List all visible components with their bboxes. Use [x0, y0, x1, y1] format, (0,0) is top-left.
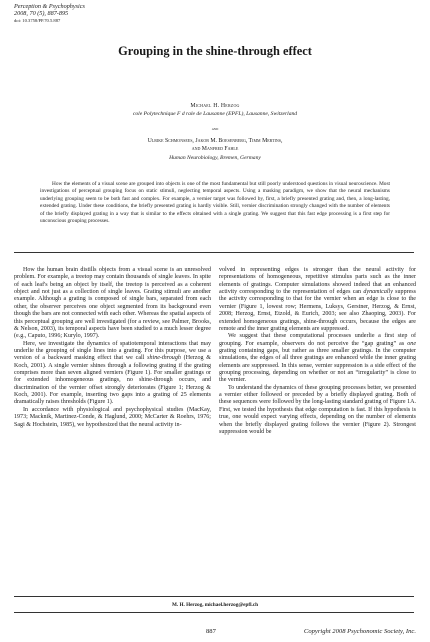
- left-paragraph-1: How the human brain distills objects from a visual scene is an unresolved problem. For example, a treetop may contain thousands of single leaves. In spite of each leaf's being an object by itself, the treetop is perceived as a coherent object and not just as a collection of single leaves. Grating stimuli are another example. Although a grating is composed of single bars, separated from each other, the observer perceives one object segmented from its background even though the bars are not connected with each other. Whereas the spatial aspects of this perceptual grouping are well investigated (for a review, see Palmer, Brooks, & Nelson, 2003), its temporal aspects have been studied to a much lesser degree (e.g., Caputo, 1996; Kurylo, 1997).: [14, 267, 211, 340]
- copyright: Copyright 2008 Psychonomic Society, Inc.: [303, 628, 416, 635]
- affiliation-first: cole Polytechnique F d rale de Lausanne (EPFL), Lausanne, Switzerland: [132, 111, 298, 117]
- left-paragraph-3: In accordance with physiological and psychophysical studies (MacKay, 1973; Macknik, Martinez-Conde, & Haglund, 2000; McCarter & Roehrs, 1976; Sagi & Hochstein, 1985), we hypothesized that the neural activity in-: [14, 406, 211, 428]
- journal-header: [14, 3, 85, 18]
- doi: doi: 10.3758/PP.70.5.887: [14, 18, 61, 23]
- authors-second-line: Ulrike Schmonsees, Jakob M. Boesenberg, Timm Mertins,: [147, 138, 283, 144]
- correspondence: M. H. Herzog, michael.herzog@epfl.ch: [171, 602, 259, 608]
- affiliation-second: Human Neurobiology, Bremen, Germany: [169, 155, 261, 161]
- paper-title: Grouping in the shine-through effect: [118, 44, 312, 58]
- right-paragraph-2: We suggest that these computational processes underlie a first step of grouping. For example, observers do not perceive the “gap grating” as one grating containing gaps, but rather as three smaller gratings. In the computer simulations, the edges of all three gratings are enhanced while the inner grating elements are suppressed. In this sense, vernier suppression is a side effect of the grouping processing, depending on whether or not an “irregularity” is close to the vernier.: [219, 333, 416, 384]
- journal-name: Perception & Psychophysics: [14, 3, 85, 10]
- right-column: [219, 267, 416, 436]
- abstract: How the elements of a visual scene are grouped into objects is one of the most fundamental but still poorly understood questions in visual neuroscience. Most investigations of perceptual grouping focus on static stimuli, neglecting temporal aspects. Using a masking paradigm, we show that the neural mechanisms underlying grouping seem to be both fast and complex. For example, a vernier target was followed by, first, a briefly presented grating and, then, a long-lasting, extended grating. Under these conditions, the briefly presented grating is hardly visible. Still, vernier discrimination strongly changed with the number of elements of the briefly displayed grating in a way that is similar to the effects obtained with a single grating. We suggest that this fast edge processing is a first step for unconscious grouping processes.: [40, 181, 390, 225]
- right-paragraph-3: To understand the dynamics of these grouping processes better, we presented a vernier either followed or preceded by a briefly displayed grating. Both of these sequences were followed by the long-lasting standard grating of Figure 1A. First, we tested the hypothesis that edge computation is fast. If this hypothesis is true, one would expect varying effects, depending on the number of elements when the briefly displayed grating follows the vernier (Figure 2). Strongest suppression would be: [219, 384, 416, 435]
- footer-divider-top: [14, 596, 414, 597]
- left-column: [14, 267, 211, 429]
- authors-and: and: [211, 126, 219, 131]
- left-paragraph-2: Here, we investigate the dynamics of spatiotemporal interactions that may underlie the grouping of single lines into a grating. For this purpose, we use a version of a backward masking effect that we call shine-through (Herzog & Koch, 2001). A single vernier shines through a following grating if the grating comprises more than seven aligned verniers (Figure 1). For smaller gratings or for extended inhomogeneous gratings, no shine-through occurs, and discrimination of the vernier offset strongly deteriorates (Figure 1; Herzog & Koch, 2001). For example, inserting two gaps into a grating of 25 elements dramatically raises thresholds (Figure 1).: [14, 340, 211, 406]
- abstract-divider: [14, 252, 414, 253]
- authors-third-line: and Manfred Fahle: [191, 146, 239, 152]
- authors-second-group: [0, 137, 430, 153]
- footer-divider-bottom: [14, 612, 414, 613]
- emphasis-one: one: [407, 340, 416, 347]
- journal-volume: 2008, 70 (5), 887-895: [14, 10, 69, 18]
- emphasis-shine-through: shine-through: [147, 355, 181, 362]
- emphasis-dynamically: dynamically: [363, 289, 393, 296]
- right-paragraph-1: volved in representing edges is stronger than the neural activity for representations of homogeneous, repetitive stimulus parts such as the inner elements of gratings. Computer simulations showed indeed that an enhanced activity corresponding to the representation of edges can dynamically suppress the activity corresponding to that for the vernier when an edge is close to the vernier (Figure 1, lowest row; Hermens, Luksys, Gerstner, Herzog, & Ernst, 2008; Herzog, Ernst, Etzold, & Eurich, 2003; see also Zhaoping, 2003). For extended homogeneous gratings, shine-through occurs, because the edges are remote and the inner grating elements are suppressed.: [219, 267, 417, 332]
- page-number: 887: [206, 628, 216, 635]
- author-first: Michael H. Herzog: [190, 103, 240, 109]
